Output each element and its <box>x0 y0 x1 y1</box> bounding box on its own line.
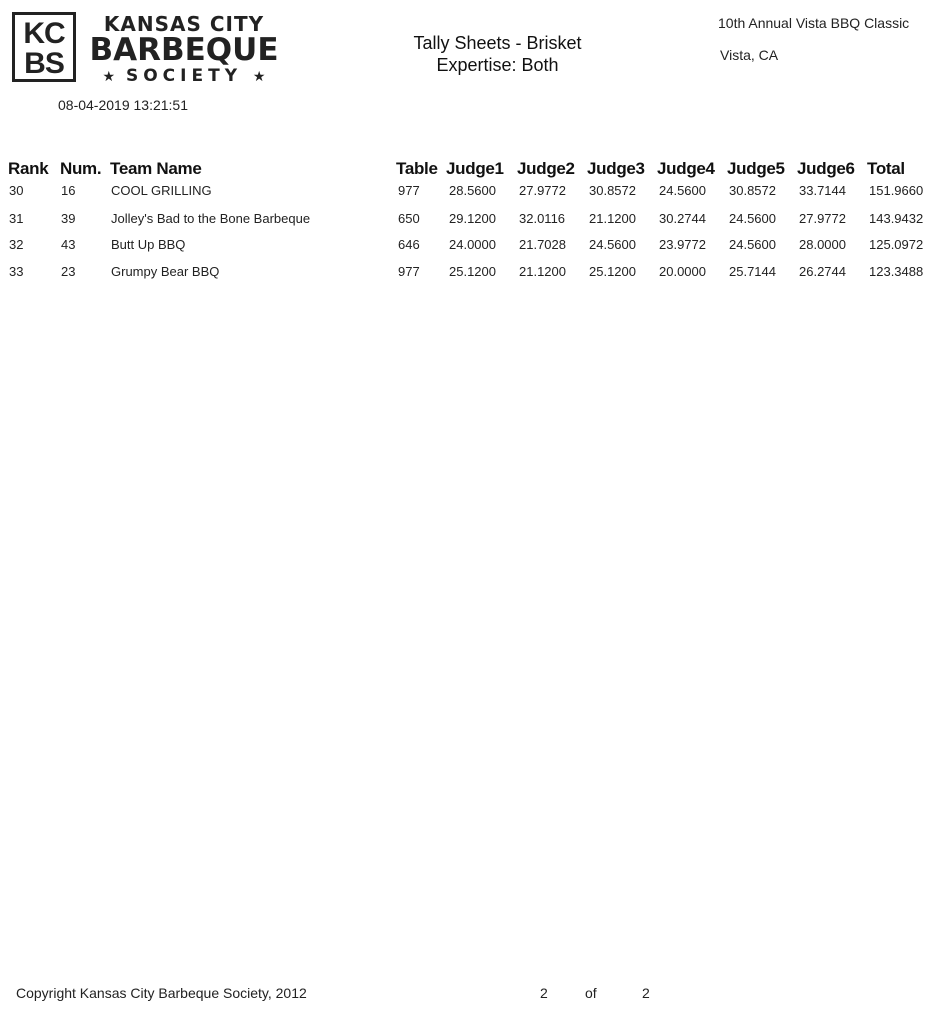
report-title: Tally Sheets - Brisket <box>413 33 582 53</box>
cell-judge1: 24.0000 <box>449 237 496 252</box>
cell-judge5: 25.7144 <box>729 264 776 279</box>
cell-rank: 30 <box>9 183 24 198</box>
logo-line-2: BARBEQUE <box>89 32 279 68</box>
cell-judge6: 28.0000 <box>799 237 846 252</box>
cell-total: 143.9432 <box>869 211 924 226</box>
page-current: 2 <box>540 985 548 1001</box>
table-row <box>0 240 950 279</box>
cell-judge6: 27.9772 <box>799 211 846 226</box>
cell-num: 43 <box>61 237 76 252</box>
cell-judge5: 24.5600 <box>729 237 776 252</box>
cell-judge6: 33.7144 <box>799 183 846 198</box>
cell-judge5: 24.5600 <box>729 211 776 226</box>
cell-judge2: 32.0116 <box>519 211 566 226</box>
report-timestamp: 08-04-2019 13:21:51 <box>58 97 188 113</box>
kcbs-monogram <box>12 12 76 82</box>
page-total: 2 <box>642 985 650 1001</box>
cell-team: Grumpy Bear BBQ <box>111 264 220 279</box>
cell-judge2: 21.1200 <box>519 264 566 279</box>
copyright-notice: Copyright Kansas City Barbeque Society, 2012 <box>16 985 307 1001</box>
star-icon: ★ <box>252 69 266 85</box>
logo-wordmark <box>84 12 284 85</box>
header-total: Total <box>867 159 905 178</box>
cell-judge1: 29.1200 <box>449 211 496 226</box>
cell-num: 23 <box>61 264 76 279</box>
table-row <box>0 187 950 226</box>
header-num: Num. <box>60 159 102 178</box>
monogram-bottom: BS <box>24 47 64 80</box>
logo-line-3-wrap <box>84 68 284 85</box>
header-judge4: Judge4 <box>657 159 715 178</box>
event-location: Vista, CA <box>720 47 779 63</box>
star-icon: ★ <box>102 69 116 85</box>
header-judge5: Judge5 <box>727 159 785 178</box>
cell-judge1: 25.1200 <box>449 264 496 279</box>
cell-rank: 31 <box>9 211 24 226</box>
monogram-top: KC <box>23 17 65 50</box>
cell-total: 123.3488 <box>869 264 924 279</box>
table-row <box>0 213 950 252</box>
cell-team: Butt Up BBQ <box>111 237 186 252</box>
cell-judge4: 20.0000 <box>659 264 706 279</box>
logo-line-3: SOCIETY <box>125 66 242 86</box>
cell-table: 646 <box>398 237 420 252</box>
cell-rank: 32 <box>9 237 24 252</box>
cell-judge5: 30.8572 <box>729 183 776 198</box>
cell-total: 151.9660 <box>869 183 924 198</box>
cell-judge4: 30.2744 <box>659 211 706 226</box>
cell-rank: 33 <box>9 264 24 279</box>
cell-judge2: 27.9772 <box>519 183 566 198</box>
cell-num: 39 <box>61 211 76 226</box>
cell-num: 16 <box>61 183 76 198</box>
header-team: Team Name <box>110 159 202 178</box>
kcbs-logo <box>12 12 282 86</box>
cell-judge2: 21.7028 <box>519 237 566 252</box>
report-subtitle: Expertise: Both <box>436 55 559 75</box>
header-judge6: Judge6 <box>797 159 855 178</box>
tally-table <box>0 159 950 279</box>
cell-judge3: 24.5600 <box>589 237 636 252</box>
header-judge2: Judge2 <box>517 159 575 178</box>
event-name: 10th Annual Vista BBQ Classic <box>718 15 910 31</box>
page-of-label: of <box>585 985 597 1001</box>
report-title-block <box>380 32 615 76</box>
header-judge3: Judge3 <box>587 159 645 178</box>
cell-judge1: 28.5600 <box>449 183 496 198</box>
cell-team: Jolley's Bad to the Bone Barbeque <box>111 211 311 226</box>
cell-judge4: 24.5600 <box>659 183 706 198</box>
header-rank: Rank <box>8 159 49 178</box>
header-table: Table <box>396 159 438 178</box>
cell-judge3: 30.8572 <box>589 183 636 198</box>
cell-team: COOL GRILLING <box>111 183 212 198</box>
cell-table: 977 <box>398 264 420 279</box>
cell-judge3: 25.1200 <box>589 264 636 279</box>
cell-judge3: 21.1200 <box>589 211 636 226</box>
cell-judge6: 26.2744 <box>799 264 846 279</box>
table-row <box>0 159 950 198</box>
cell-total: 125.0972 <box>869 237 924 252</box>
cell-table: 650 <box>398 211 420 226</box>
cell-judge4: 23.9772 <box>659 237 706 252</box>
header-judge1: Judge1 <box>446 159 504 178</box>
logo-line-1: KANSAS CITY <box>103 12 265 36</box>
cell-table: 977 <box>398 183 420 198</box>
